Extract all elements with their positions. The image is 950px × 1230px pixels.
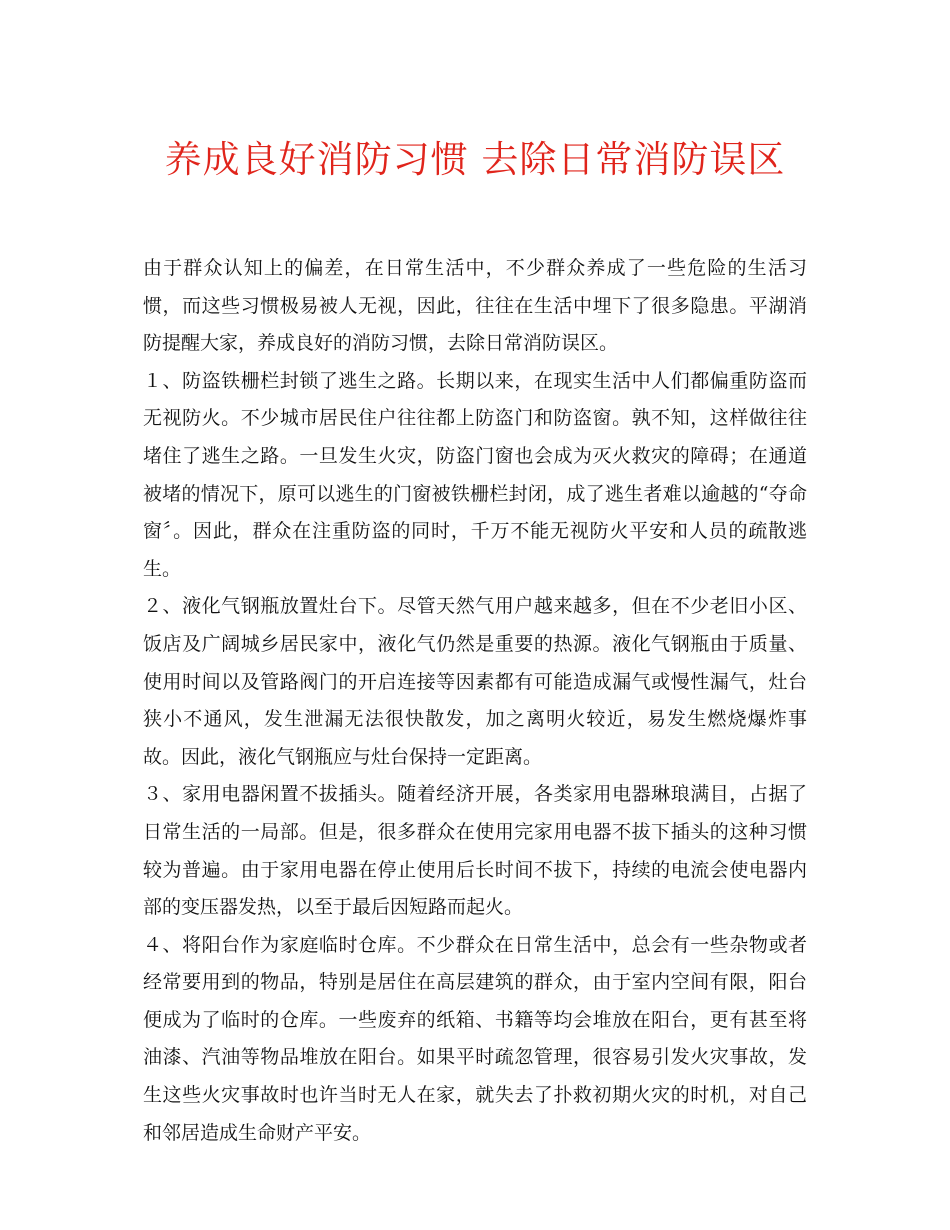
- paragraph-item-1: １、防盗铁栅栏封锁了逃生之路。长期以来，在现实生活中人们都偏重防盗而无视防火。不少城市居民住户往往都上防盗门和防盗窗。孰不知，这样做往往堵住了逃生之路。一旦发生火灾，防盗门窗也会成为灭火救灾的障碍；在通道被堵的情况下，原可以逃生的门窗被铁栅栏封闭，成了逃生者难以逾越的“夺命窗〞。因此，群众在注重防盗的同时，千万不能无视防火平安和人员的疏散逃生。: [143, 369, 807, 580]
- paragraph-item-4: ４、将阳台作为家庭临时仓库。不少群众在日常生活中，总会有一些杂物或者经常要用到的物品，特别是居住在高层建筑的群众，由于室内空间有限，阳台便成为了临时的仓库。一些废弃的纸箱、书籍等均会堆放在阳台，更有甚至将油漆、汽油等物品堆放在阳台。如果平时疏忽管理，很容易引发火灾事故，发生这些火灾事故时也许当时无人在家，就失去了扑救初期火灾的时机，对自己和邻居造成生命财产平安。: [143, 933, 807, 1144]
- document-title: 养成良好消防习惯 去除日常消防误区: [164, 138, 786, 181]
- paragraph-item-2: ２、液化气钢瓶放置灶台下。尽管天然气用户越来越多，但在不少老旧小区、饭店及广阔城乡居民家中，液化气仍然是重要的热源。液化气钢瓶由于质量、使用时间以及管路阀门的开启连接等因素都有可能造成漏气或慢性漏气，灶台狭小不通风，发生泄漏无法很快散发，加之离明火较近，易发生燃烧爆炸事故。因此，液化气钢瓶应与灶台保持一定距离。: [143, 595, 807, 768]
- intro-paragraph: 由于群众认知上的偏差，在日常生活中，不少群众养成了一些危险的生活习惯，而这些习惯极易被人无视，因此，往往在生活中埋下了很多隐患。平湖消防提醒大家，养成良好的消防习惯，去除日常消防误区。: [143, 257, 807, 355]
- document-body: [143, 250, 807, 1152]
- paragraph-item-3: ３、家用电器闲置不拔插头。随着经济开展，各类家用电器琳琅满目，占据了日常生活的一局部。但是，很多群众在使用完家用电器不拔下插头的这种习惯较为普遍。由于家用电器在停止使用后长时间不拔下，持续的电流会使电器内部的变压器发热，以至于最后因短路而起火。: [143, 783, 807, 919]
